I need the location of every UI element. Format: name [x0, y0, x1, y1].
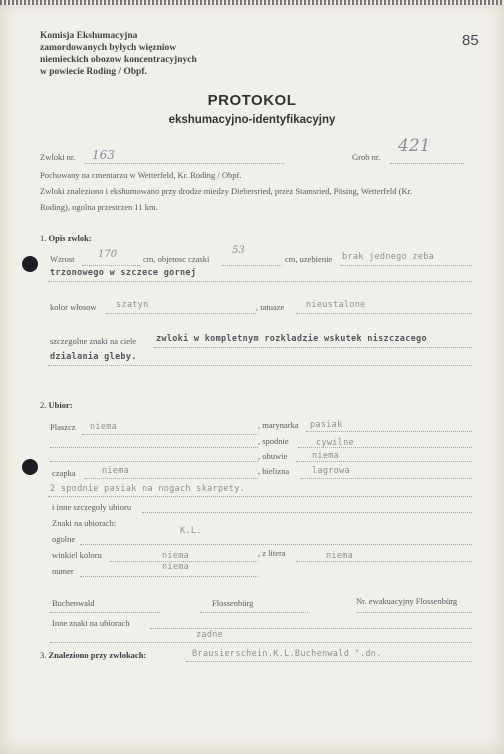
spodnie-value: cywilne: [316, 438, 354, 448]
zwloki-value: 163: [92, 148, 115, 162]
cm-objetosc-label: cm, objetosc czaski: [143, 254, 210, 264]
nr-ewakuacyjny-label: Nr. ewakuacyjny Flossenbürg: [356, 596, 458, 606]
wzrost-label: Wzrost: [50, 254, 75, 264]
z-litera-label: , z litera: [258, 548, 286, 558]
obuwie-value: niema: [312, 451, 340, 461]
section-1-heading: [40, 233, 92, 243]
bielizna-value: lagrowa: [312, 466, 350, 476]
extra-clothing-note: 2 spodnie pasiak na nogach skarpety.: [50, 484, 246, 494]
obuwie-label: , obuwie: [258, 451, 288, 461]
page-number: 85: [462, 32, 479, 49]
marynarka-value: pasiak: [310, 420, 343, 430]
szczegolne-znaki-value-2: dzialania gleby.: [50, 352, 137, 362]
szczegolne-znaki-value-1: zwloki w kompletnym rozkladzie wskutek niszczacego: [156, 334, 427, 344]
czapka-label: czapka: [52, 468, 76, 478]
znaleziono-value: Brausierschein.K.L.Buchenwald ".dn.: [192, 649, 382, 659]
litera-value: niema: [326, 551, 354, 561]
bielizna-label: , bielizna: [258, 466, 290, 476]
uzebienie-value-1: brak jednego zeba: [342, 252, 435, 262]
marynarka-label: , marynarka: [258, 420, 299, 430]
section-3-heading: [40, 650, 146, 660]
znaki-na-ubiorach-label: Znaki na ubiorach:: [52, 518, 117, 528]
punch-hole-bottom: [22, 459, 38, 475]
ogolne-label: ogolne: [52, 534, 76, 544]
header-line-2: zamordowanych byłych więzniow: [40, 43, 177, 53]
spodnie-label: , spodnie: [258, 436, 289, 446]
section-1-title: Opis zwlok:: [48, 233, 92, 243]
zwloki-label: Zwloki nr.: [40, 152, 76, 162]
document-subtitle: ekshumacyjno-identyfikacyjny: [168, 114, 336, 126]
camp-flossenburg-label: Flossenbürg: [212, 598, 254, 608]
section-1-number: 1.: [40, 233, 47, 243]
uzebienie-value-2: trzonowego w szczece gornej: [50, 268, 197, 278]
numer-value: niema: [162, 562, 190, 572]
kolor-wlosow-label: kolor włosow: [50, 302, 97, 312]
czapka-value: niema: [102, 466, 130, 476]
winkiel-label: winkiel koloru: [52, 550, 102, 560]
grob-label: Grob nr.: [352, 152, 381, 162]
header-line-1: Komisja Ekshumacyjna: [40, 31, 138, 41]
inne-szczegoly-label: i inne szczegoly ubioru: [52, 502, 132, 512]
tatuaze-value: nieustalone: [306, 300, 366, 310]
inne-znaki-value: zadne: [196, 630, 224, 640]
intro-line-2: Zwloki znaleziono i ekshumowano przy drodze miedzy Diebersried, przez Stamsried, Pösing, Wetterfeld (Kr.: [40, 186, 413, 196]
tatuaze-label: , tatuaze: [256, 302, 285, 312]
section-3-title: Znaleziono przy zwlokach:: [48, 650, 147, 660]
punch-hole-top: [22, 256, 38, 272]
znaki-na-ubiorach-value: K.L.: [180, 526, 202, 536]
cm-uzebienie-label: cm, uzebienie: [285, 254, 333, 264]
camp-buchenwald-label: Buchenwald: [52, 598, 95, 608]
section-3-number: 3.: [40, 650, 47, 660]
winkiel-value: niema: [162, 551, 190, 561]
kolor-wlosow-value: szatyn: [116, 300, 149, 310]
header-line-4: w powiecie Roding / Obpf.: [40, 67, 147, 77]
szczegolne-znaki-label: szczegolne znaki na ciele: [50, 336, 137, 346]
numer-label: numer: [52, 566, 74, 576]
section-2-title: Ubior:: [48, 400, 73, 410]
header-line-3: niemieckich obozow koncentracyjnych: [40, 55, 197, 65]
plaszcz-label: Plaszcz: [50, 422, 76, 432]
scan-edge: [0, 0, 504, 5]
intro-line-3: Roding), ogolna przestrzen 11 km.: [40, 202, 158, 212]
commission-header: [40, 30, 197, 78]
inne-znaki-label: Inne znaki na ubiorach: [52, 618, 130, 628]
plaszcz-value: niema: [90, 422, 118, 432]
document-title: PROTOKOL: [207, 92, 297, 109]
section-2-heading: [40, 400, 73, 410]
wzrost-value: 170: [98, 249, 118, 260]
intro-line-1: Pochowany na cmentarzu w Wetterfeld, Kr. Roding / Obpf.: [40, 170, 242, 180]
section-2-number: 2.: [40, 400, 47, 410]
czaska-value: 53: [232, 245, 245, 256]
grob-value: 421: [398, 136, 431, 156]
